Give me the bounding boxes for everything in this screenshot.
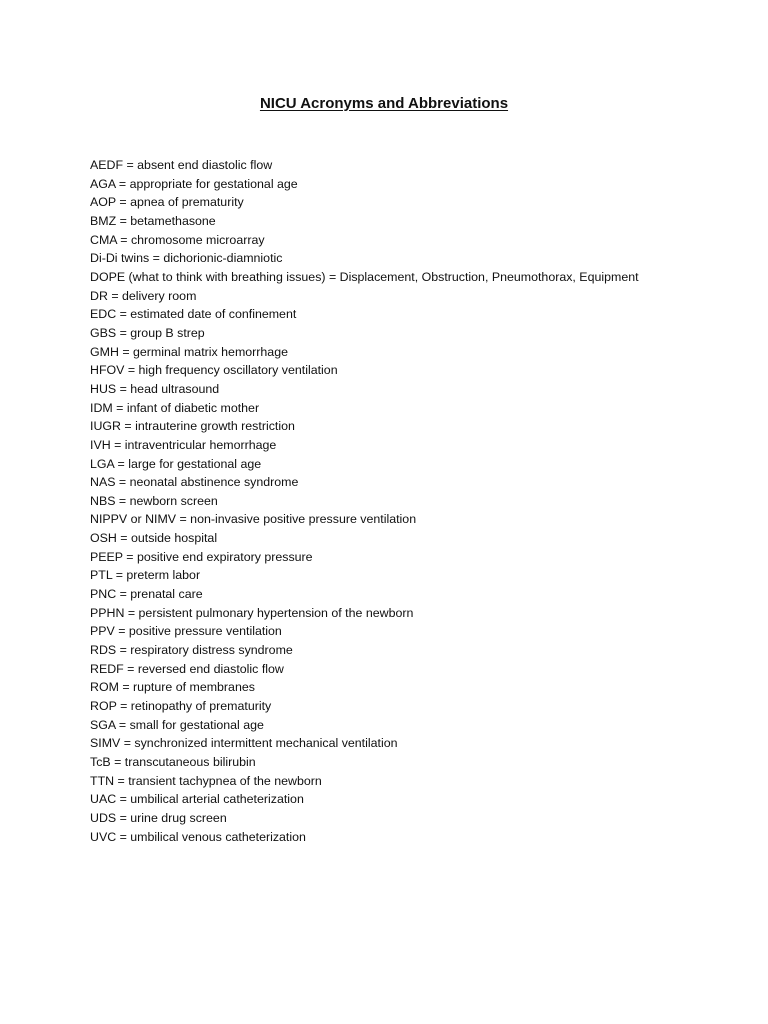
list-item: AEDF = absent end diastolic flow xyxy=(90,158,273,172)
list-item: OSH = outside hospital xyxy=(90,531,218,546)
list-item: UVC = umbilical venous catheterization xyxy=(90,829,306,844)
page-title xyxy=(0,94,768,114)
list-item: NBS = newborn screen xyxy=(90,493,218,508)
list-item: ROM = rupture of membranes xyxy=(90,680,255,695)
list-item: EDC = estimated date of confinement xyxy=(90,307,297,322)
list-item: UAC = umbilical arterial catheterization xyxy=(90,792,304,807)
list-item: DOPE (what to think with breathing issues) = Displacement, Obstruction, Pneumothorax, Equipment xyxy=(90,269,639,284)
list-item: HFOV = high frequency oscillatory ventilation xyxy=(90,363,338,378)
list-item: NIPPV or NIMV = non-invasive positive pressure ventilation xyxy=(90,512,417,527)
list-item: DR = delivery room xyxy=(90,288,197,303)
list-item: UDS = urine drug screen xyxy=(90,810,227,825)
list-item: Di-Di twins = dichorionic-diamniotic xyxy=(90,251,283,266)
list-item: PPHN = persistent pulmonary hypertension of the newborn xyxy=(90,605,414,620)
list-item: BMZ = betamethasone xyxy=(90,213,216,228)
list-item: AGA = appropriate for gestational age xyxy=(90,176,298,191)
list-item: HUS = head ultrasound xyxy=(90,381,220,396)
list-item: CMA = chromosome microarray xyxy=(90,232,265,247)
list-item: ROP = retinopathy of prematurity xyxy=(90,699,272,714)
list-item: PPV = positive pressure ventilation xyxy=(90,624,282,639)
list-item: IVH = intraventricular hemorrhage xyxy=(90,437,277,452)
list-item: TTN = transient tachypnea of the newborn xyxy=(90,773,322,788)
list-item: PTL = preterm labor xyxy=(90,568,201,583)
list-item: SGA = small for gestational age xyxy=(90,717,264,732)
list-item: SIMV = synchronized intermittent mechanical ventilation xyxy=(90,736,398,751)
list-item: LGA = large for gestational age xyxy=(90,456,262,471)
list-item: IDM = infant of diabetic mother xyxy=(90,400,260,415)
list-item: NAS = neonatal abstinence syndrome xyxy=(90,475,299,490)
list-item: GMH = germinal matrix hemorrhage xyxy=(90,344,288,359)
list-item: PNC = prenatal care xyxy=(90,587,203,602)
list-item: PEEP = positive end expiratory pressure xyxy=(90,549,313,564)
list-item: AOP = apnea of prematurity xyxy=(90,195,244,210)
list-item: IUGR = intrauterine growth restriction xyxy=(90,419,295,434)
page-title-text: NICU Acronyms and Abbreviations xyxy=(259,95,509,112)
list-item: GBS = group B strep xyxy=(90,325,205,340)
list-item: RDS = respiratory distress syndrome xyxy=(90,643,293,658)
list-item: TcB = transcutaneous bilirubin xyxy=(90,755,256,769)
list-item: REDF = reversed end diastolic flow xyxy=(90,661,284,676)
abbreviation-list xyxy=(90,156,730,846)
